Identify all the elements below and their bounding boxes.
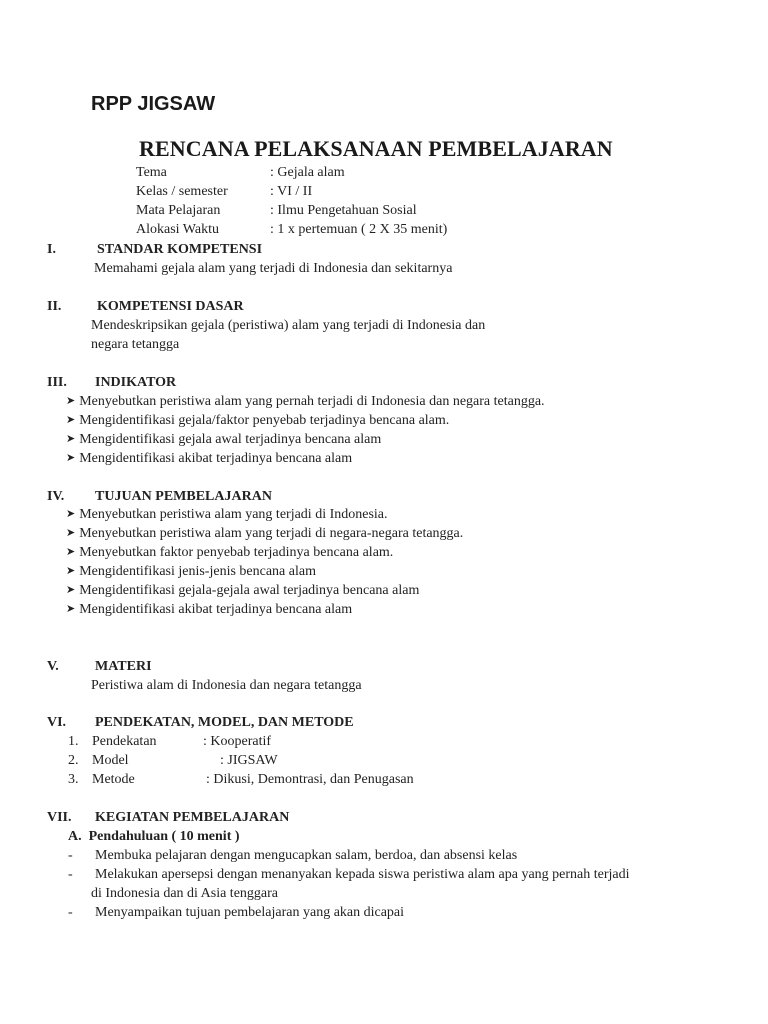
section-number: V.: [47, 659, 59, 674]
list-item: ➤ Mengidentifikasi gejala awal terjadinya bencana alam: [66, 432, 382, 447]
list-item: ➤ Menyebutkan faktor penyebab terjadinya bencana alam.: [66, 545, 394, 560]
arrow-bullet-icon: ➤: [66, 394, 76, 407]
arrow-bullet-icon: ➤: [66, 545, 76, 558]
numbered-item-number: 2.: [68, 753, 79, 768]
section-title: TUJUAN PEMBELAJARAN: [95, 489, 272, 504]
section-number: IV.: [47, 489, 65, 504]
info-label-alokasi: Alokasi Waktu: [136, 222, 219, 237]
arrow-bullet-icon: ➤: [66, 413, 76, 426]
arrow-bullet-icon: ➤: [66, 564, 76, 577]
section-number: I.: [47, 242, 56, 257]
arrow-bullet-icon: ➤: [66, 451, 76, 464]
numbered-item-number: 3.: [68, 772, 79, 787]
info-label-mapel: Mata Pelajaran: [136, 203, 221, 218]
section-title: KEGIATAN PEMBELAJARAN: [95, 810, 290, 825]
info-value-mapel: : Ilmu Pengetahuan Sosial: [270, 203, 417, 218]
numbered-item-value: : Dikusi, Demontrasi, dan Penugasan: [206, 772, 414, 787]
section-title: STANDAR KOMPETENSI: [97, 242, 263, 257]
dash-bullet: -: [68, 905, 73, 920]
list-item: ➤ Menyebutkan peristiwa alam yang terjadi di negara-negara tetangga.: [66, 526, 464, 541]
info-value-kelas: : VI / II: [270, 184, 313, 199]
dash-item: Melakukan apersepsi dengan menanyakan kepada siswa peristiwa alam apa yang pernah terjadi: [95, 867, 630, 882]
arrow-bullet-icon: ➤: [66, 432, 76, 445]
arrow-bullet-icon: ➤: [66, 583, 76, 596]
arrow-bullet-icon: ➤: [66, 526, 76, 539]
section-title: KOMPETENSI DASAR: [97, 299, 244, 314]
section-number: III.: [47, 375, 67, 390]
section-title: MATERI: [95, 659, 152, 674]
dash-item: Membuka pelajaran dengan mengucapkan salam, berdoa, dan absensi kelas: [95, 848, 518, 863]
main-title: RENCANA PELAKSANAAN PEMBELAJARAN: [139, 136, 613, 161]
numbered-item-label: Model: [92, 753, 129, 768]
section-text: negara tetangga: [91, 337, 180, 352]
list-item: ➤ Mengidentifikasi akibat terjadinya bencana alam: [66, 602, 353, 617]
section-text: Peristiwa alam di Indonesia dan negara tetangga: [91, 678, 362, 693]
document-title: RPP JIGSAW: [91, 93, 216, 115]
numbered-item-value: : JIGSAW: [220, 753, 278, 768]
list-item: ➤ Mengidentifikasi akibat terjadinya bencana alam: [66, 451, 353, 466]
numbered-item-label: Metode: [92, 772, 135, 787]
section-number: VII.: [47, 810, 72, 825]
arrow-bullet-icon: ➤: [66, 507, 76, 520]
section-number: II.: [47, 299, 62, 314]
list-item: ➤ Menyebutkan peristiwa alam yang terjadi di Indonesia.: [66, 507, 388, 522]
info-label-kelas: Kelas / semester: [136, 184, 228, 199]
section-title: PENDEKATAN, MODEL, DAN METODE: [95, 715, 354, 730]
section-title: INDIKATOR: [95, 375, 177, 390]
section-text: Mendeskripsikan gejala (peristiwa) alam yang terjadi di Indonesia dan: [91, 318, 486, 333]
info-label-tema: Tema: [136, 165, 167, 180]
numbered-item-value: : Kooperatif: [203, 734, 272, 749]
dash-item: Menyampaikan tujuan pembelajaran yang akan dicapai: [95, 905, 405, 920]
dash-bullet: -: [68, 848, 73, 863]
list-item: ➤ Menyebutkan peristiwa alam yang pernah terjadi di Indonesia dan negara tetangga.: [66, 394, 545, 409]
arrow-bullet-icon: ➤: [66, 602, 76, 615]
list-item: ➤ Mengidentifikasi gejala/faktor penyebab terjadinya bencana alam.: [66, 413, 450, 428]
numbered-item-label: Pendekatan: [92, 734, 157, 749]
numbered-item-number: 1.: [68, 734, 79, 749]
section-text: Memahami gejala alam yang terjadi di Indonesia dan sekitarnya: [94, 261, 453, 276]
dash-bullet: -: [68, 867, 73, 882]
dash-item-continuation: di Indonesia dan di Asia tenggara: [91, 886, 279, 901]
info-value-alokasi: : 1 x pertemuan ( 2 X 35 menit): [270, 222, 448, 237]
list-item: ➤ Mengidentifikasi gejala-gejala awal terjadinya bencana alam: [66, 583, 420, 598]
section-number: VI.: [47, 715, 67, 730]
list-item: ➤ Mengidentifikasi jenis-jenis bencana alam: [66, 564, 316, 579]
sub-heading: A. Pendahuluan ( 10 menit ): [68, 829, 240, 844]
info-value-tema: : Gejala alam: [270, 165, 345, 180]
